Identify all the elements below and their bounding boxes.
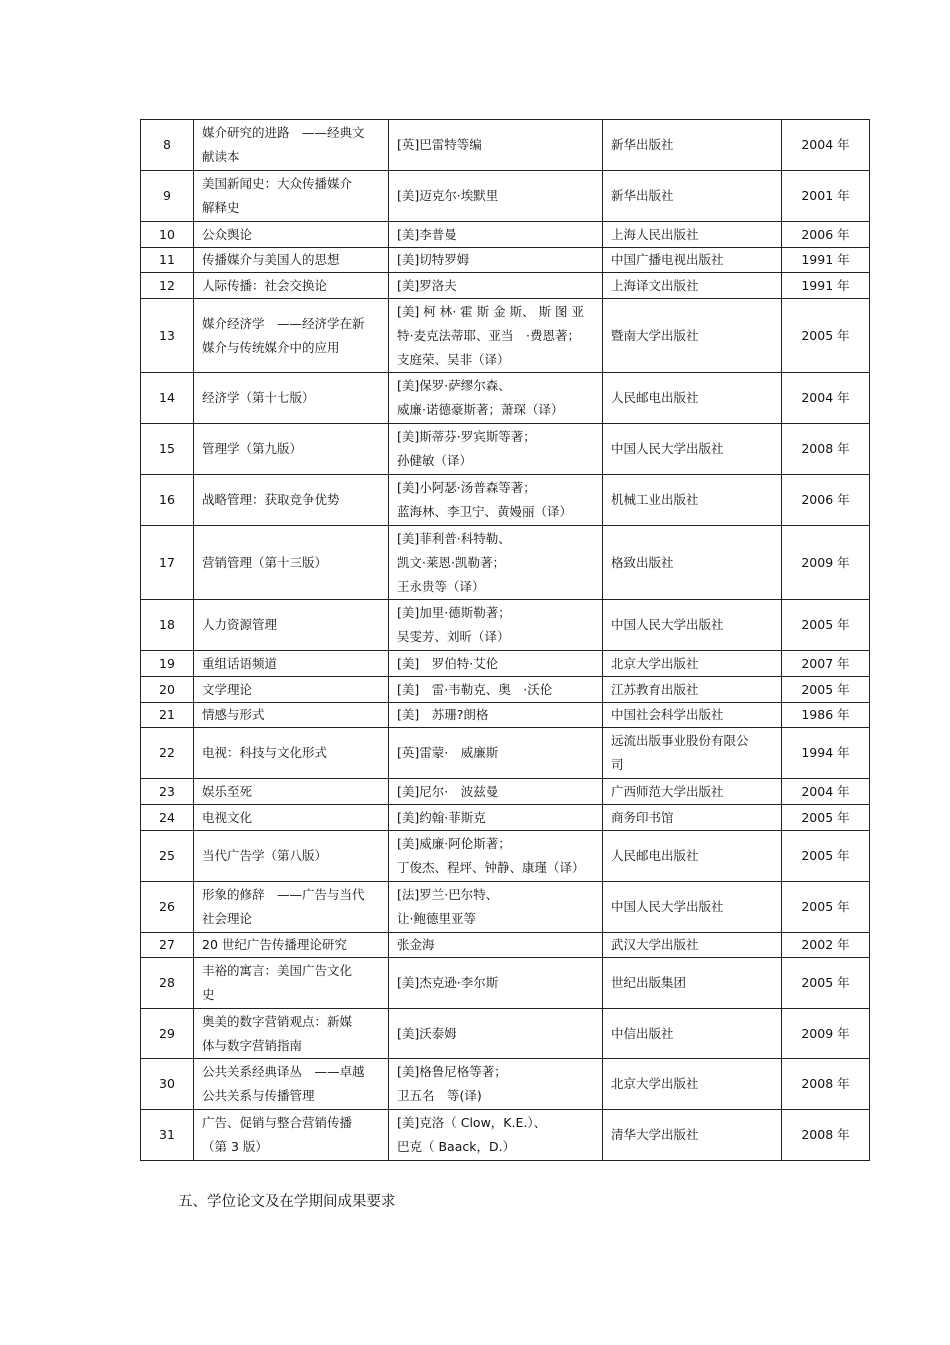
book-author-line: [美] 雷·韦勒克、奥 ·沃伦	[397, 681, 553, 697]
book-publisher-line: 司	[611, 757, 624, 772]
row-number: 12	[141, 273, 194, 299]
table-row	[141, 1059, 870, 1110]
book-author	[389, 958, 603, 1009]
book-title-line: 史	[202, 987, 215, 1002]
book-title-line: 传播媒介与美国人的思想	[202, 252, 340, 267]
book-author	[389, 600, 603, 651]
book-publisher-line: 中国社会科学出版社	[611, 707, 724, 722]
book-title-line: 娱乐至死	[202, 783, 253, 799]
book-author-line: [英]巴雷特等编	[397, 137, 482, 152]
book-author	[389, 424, 603, 475]
table-row	[141, 600, 870, 651]
publication-year: 2008 年	[782, 1059, 870, 1110]
publication-year: 2005 年	[782, 677, 870, 703]
book-author	[389, 373, 603, 424]
book-publisher	[603, 475, 782, 526]
publication-year: 1986 年	[782, 703, 870, 728]
book-author	[389, 805, 603, 831]
book-title-line: 媒介经济学 ——经济学在新	[202, 315, 365, 331]
book-author-line: [美] 柯 林· 霍 斯 金 斯、 斯 图 亚	[397, 303, 584, 319]
book-author-line: [美]保罗·萨缪尔森、	[397, 378, 511, 393]
row-number: 10	[141, 222, 194, 248]
book-publisher	[603, 1110, 782, 1161]
book-title-line: 美国新闻史：大众传播媒介	[202, 176, 353, 191]
book-title-line: 丰裕的寓言：美国广告文化	[202, 963, 353, 978]
table-row	[141, 779, 870, 805]
book-publisher-line: 新华出版社	[611, 188, 674, 203]
book-title-line: 献读本	[202, 149, 240, 164]
book-title-line: 社会理论	[202, 911, 253, 926]
book-publisher	[603, 171, 782, 222]
book-author	[389, 475, 603, 526]
book-publisher-line: 暨南大学出版社	[611, 327, 699, 343]
book-publisher-line: 北京大学出版社	[611, 1076, 699, 1091]
book-title-line: 战略管理：获取竞争优势	[202, 492, 340, 507]
book-title	[194, 805, 389, 831]
book-title-line: （第 3 版）	[202, 1139, 268, 1154]
section-heading: 五、学位论文及在学期间成果要求	[178, 1194, 396, 1210]
book-title	[194, 1059, 389, 1110]
book-title-line: 电视文化	[202, 809, 253, 825]
book-title	[194, 373, 389, 424]
book-author	[389, 831, 603, 882]
book-author	[389, 171, 603, 222]
table-row	[141, 120, 870, 171]
book-author	[389, 651, 603, 677]
book-author-line: [美]沃泰姆	[397, 1025, 457, 1041]
book-publisher-line: 世纪出版集团	[611, 975, 687, 990]
book-author	[389, 677, 603, 703]
book-publisher-line: 中国人民大学出版社	[611, 899, 724, 914]
row-number: 15	[141, 424, 194, 475]
table-row	[141, 526, 870, 600]
table-row	[141, 171, 870, 222]
table-row	[141, 248, 870, 273]
publication-year: 1991 年	[782, 248, 870, 273]
table-row	[141, 958, 870, 1009]
book-author	[389, 1009, 603, 1059]
table-row	[141, 831, 870, 882]
book-author-line: [美]罗洛夫	[397, 277, 457, 293]
book-author-line: [法]罗兰·巴尔特、	[397, 887, 499, 902]
book-title-line: 奥美的数字营销观点：新媒	[202, 1013, 353, 1029]
book-title-line: 情感与形式	[202, 707, 265, 722]
book-publisher-line: 格致出版社	[611, 554, 674, 570]
publication-year: 2001 年	[782, 171, 870, 222]
book-publisher-line: 人民邮电出版社	[611, 390, 699, 405]
publication-year: 2005 年	[782, 958, 870, 1009]
book-title	[194, 1110, 389, 1161]
book-author-line: 丁俊杰、程坪、钟静、康瑾（译）	[397, 860, 585, 875]
row-number: 8	[141, 120, 194, 171]
book-publisher	[603, 958, 782, 1009]
book-title-line: 媒介与传统媒介中的应用	[202, 339, 340, 355]
book-title	[194, 299, 389, 373]
book-title	[194, 651, 389, 677]
row-number: 24	[141, 805, 194, 831]
publication-year: 2004 年	[782, 373, 870, 424]
book-title	[194, 222, 389, 248]
book-title	[194, 882, 389, 933]
publication-year: 1991 年	[782, 273, 870, 299]
book-title	[194, 933, 389, 958]
book-title-line: 公共关系与传播管理	[202, 1088, 315, 1103]
book-title	[194, 703, 389, 728]
book-publisher-line: 机械工业出版社	[611, 492, 699, 507]
book-publisher-line: 上海译文出版社	[611, 277, 699, 293]
publication-year: 2008 年	[782, 1110, 870, 1161]
row-number: 26	[141, 882, 194, 933]
publication-year: 2005 年	[782, 299, 870, 373]
table-row	[141, 1009, 870, 1059]
book-publisher	[603, 831, 782, 882]
book-author-line: [美]菲利普·科特勒、	[397, 530, 511, 546]
row-number: 22	[141, 728, 194, 779]
reading-list-body	[141, 120, 870, 1161]
row-number: 21	[141, 703, 194, 728]
table-row	[141, 273, 870, 299]
publication-year: 2002 年	[782, 933, 870, 958]
book-author-line: 支庭荣、吴非（译）	[397, 351, 510, 367]
book-publisher	[603, 373, 782, 424]
publication-year: 2005 年	[782, 882, 870, 933]
book-title	[194, 600, 389, 651]
row-number: 16	[141, 475, 194, 526]
book-author-line: 威廉·诺德豪斯著；萧琛（译）	[397, 402, 564, 417]
book-author-line: 卫五名 等(译)	[397, 1088, 482, 1103]
book-title-line: 电视：科技与文化形式	[202, 745, 328, 760]
book-author-line: [美]杰克逊·李尔斯	[397, 975, 499, 990]
book-title-line: 体与数字营销指南	[202, 1037, 303, 1053]
row-number: 17	[141, 526, 194, 600]
book-publisher-line: 中信出版社	[611, 1025, 674, 1041]
book-author	[389, 526, 603, 600]
row-number: 18	[141, 600, 194, 651]
book-publisher	[603, 1009, 782, 1059]
book-publisher	[603, 677, 782, 703]
book-publisher	[603, 728, 782, 779]
table-row	[141, 424, 870, 475]
book-author-line: 吴雯芳、刘昕（译）	[397, 629, 510, 644]
book-title	[194, 424, 389, 475]
row-number: 11	[141, 248, 194, 273]
book-author	[389, 933, 603, 958]
book-title-line: 管理学（第九版）	[202, 441, 303, 456]
book-author-line: 王永贵等（译）	[397, 578, 485, 594]
book-title-line: 当代广告学（第八版）	[202, 848, 328, 863]
book-publisher	[603, 805, 782, 831]
book-publisher	[603, 933, 782, 958]
book-title	[194, 958, 389, 1009]
row-number: 19	[141, 651, 194, 677]
table-row	[141, 703, 870, 728]
row-number: 27	[141, 933, 194, 958]
publication-year: 2009 年	[782, 1009, 870, 1059]
book-title-line: 形象的修辞 ——广告与当代	[202, 887, 365, 902]
publication-year: 1994 年	[782, 728, 870, 779]
publication-year: 2008 年	[782, 424, 870, 475]
book-author-line: 孙健敏（译）	[397, 453, 473, 468]
table-row	[141, 222, 870, 248]
book-publisher	[603, 882, 782, 933]
book-author-line: 凯文·莱恩·凯勒著；	[397, 554, 505, 570]
table-row	[141, 933, 870, 958]
book-title-line: 经济学（第十七版）	[202, 390, 315, 405]
book-publisher	[603, 222, 782, 248]
book-title	[194, 248, 389, 273]
book-author-line: [美]切特罗姆	[397, 252, 470, 267]
publication-year: 2005 年	[782, 831, 870, 882]
row-number: 14	[141, 373, 194, 424]
book-title	[194, 475, 389, 526]
book-title-line: 解释史	[202, 200, 240, 215]
book-title-line: 公共关系经典译丛 ——卓越	[202, 1064, 365, 1079]
table-row	[141, 475, 870, 526]
book-publisher-line: 江苏教育出版社	[611, 681, 699, 697]
publication-year: 2004 年	[782, 120, 870, 171]
book-title	[194, 273, 389, 299]
book-author-line: 巴克（ Baack，D.）	[397, 1139, 516, 1154]
table-row	[141, 677, 870, 703]
publication-year: 2007 年	[782, 651, 870, 677]
book-author-line: [美]尼尔· 波兹曼	[397, 783, 499, 799]
book-author-line: [美]格鲁尼格等著；	[397, 1064, 507, 1079]
book-author-line: 让·鲍德里亚等	[397, 911, 476, 926]
row-number: 29	[141, 1009, 194, 1059]
book-title-line: 公众舆论	[202, 226, 253, 242]
book-publisher-line: 人民邮电出版社	[611, 848, 699, 863]
book-publisher-line: 北京大学出版社	[611, 655, 699, 671]
book-title-line: 20 世纪广告传播理论研究	[202, 937, 347, 952]
book-publisher-line: 清华大学出版社	[611, 1127, 699, 1142]
row-number: 13	[141, 299, 194, 373]
book-title	[194, 526, 389, 600]
book-title	[194, 831, 389, 882]
book-author	[389, 703, 603, 728]
book-publisher-line: 广西师范大学出版社	[611, 783, 724, 799]
book-author	[389, 779, 603, 805]
row-number: 23	[141, 779, 194, 805]
book-title-line: 营销管理（第十三版）	[202, 554, 328, 570]
book-publisher-line: 中国人民大学出版社	[611, 617, 724, 632]
book-author	[389, 248, 603, 273]
book-title-line: 媒介研究的进路 ——经典文	[202, 125, 365, 140]
publication-year: 2006 年	[782, 222, 870, 248]
publication-year: 2004 年	[782, 779, 870, 805]
table-row	[141, 728, 870, 779]
publication-year: 2006 年	[782, 475, 870, 526]
row-number: 9	[141, 171, 194, 222]
book-publisher-line: 远流出版事业股份有限公	[611, 733, 749, 748]
book-publisher	[603, 779, 782, 805]
book-publisher	[603, 600, 782, 651]
book-author	[389, 222, 603, 248]
book-author-line: [美]克洛（ Clow，K.E.）、	[397, 1115, 547, 1130]
book-publisher	[603, 120, 782, 171]
row-number: 20	[141, 677, 194, 703]
book-title-line: 人际传播：社会交换论	[202, 277, 328, 293]
book-publisher-line: 新华出版社	[611, 137, 674, 152]
book-author	[389, 120, 603, 171]
book-title	[194, 779, 389, 805]
book-author	[389, 1059, 603, 1110]
row-number: 31	[141, 1110, 194, 1161]
book-author-line: [美]迈克尔·埃默里	[397, 188, 499, 203]
book-author-line: [美]约翰·菲斯克	[397, 809, 486, 825]
table-row	[141, 805, 870, 831]
book-publisher	[603, 526, 782, 600]
book-publisher	[603, 703, 782, 728]
publication-year: 2005 年	[782, 805, 870, 831]
row-number: 30	[141, 1059, 194, 1110]
row-number: 28	[141, 958, 194, 1009]
book-title	[194, 728, 389, 779]
book-publisher-line: 上海人民出版社	[611, 226, 699, 242]
book-author-line: 蓝海林、李卫宁、黄嫚丽（译）	[397, 504, 573, 519]
book-publisher	[603, 248, 782, 273]
book-title-line: 重组话语频道	[202, 655, 278, 671]
book-publisher	[603, 651, 782, 677]
book-author	[389, 728, 603, 779]
book-author-line: [美]加里·德斯勒著；	[397, 605, 511, 620]
book-publisher	[603, 273, 782, 299]
book-author-line: [美]斯蒂芬·罗宾斯等著；	[397, 429, 536, 444]
book-publisher	[603, 299, 782, 373]
book-author-line: 特·麦克法蒂耶、亚当 ·费恩著；	[397, 327, 580, 343]
book-publisher-line: 中国人民大学出版社	[611, 441, 724, 456]
book-title	[194, 120, 389, 171]
book-publisher-line: 中国广播电视出版社	[611, 252, 724, 267]
book-author-line: [美] 苏珊?朗格	[397, 707, 489, 722]
book-author-line: 张金海	[397, 937, 435, 952]
book-publisher	[603, 424, 782, 475]
book-author-line: [美]威廉·阿伦斯著；	[397, 836, 511, 851]
reading-list-table	[140, 119, 870, 1161]
book-title	[194, 1009, 389, 1059]
book-publisher-line: 武汉大学出版社	[611, 937, 699, 952]
book-author	[389, 1110, 603, 1161]
book-publisher-line: 商务印书馆	[611, 809, 674, 825]
book-author-line: [美] 罗伯特·艾伦	[397, 655, 499, 671]
book-title-line: 广告、促销与整合营销传播	[202, 1115, 353, 1130]
book-author	[389, 882, 603, 933]
table-row	[141, 1110, 870, 1161]
publication-year: 2005 年	[782, 600, 870, 651]
table-row	[141, 882, 870, 933]
table-row	[141, 373, 870, 424]
table-row	[141, 651, 870, 677]
publication-year: 2009 年	[782, 526, 870, 600]
book-author	[389, 273, 603, 299]
book-author-line: [英]雷蒙· 威廉斯	[397, 745, 499, 760]
book-title-line: 文学理论	[202, 681, 253, 697]
book-title	[194, 677, 389, 703]
table-row	[141, 299, 870, 373]
book-title-line: 人力资源管理	[202, 617, 278, 632]
book-title	[194, 171, 389, 222]
book-author-line: [美]李普曼	[397, 226, 457, 242]
book-author	[389, 299, 603, 373]
row-number: 25	[141, 831, 194, 882]
book-author-line: [美]小阿瑟·汤普森等著；	[397, 480, 536, 495]
book-publisher	[603, 1059, 782, 1110]
